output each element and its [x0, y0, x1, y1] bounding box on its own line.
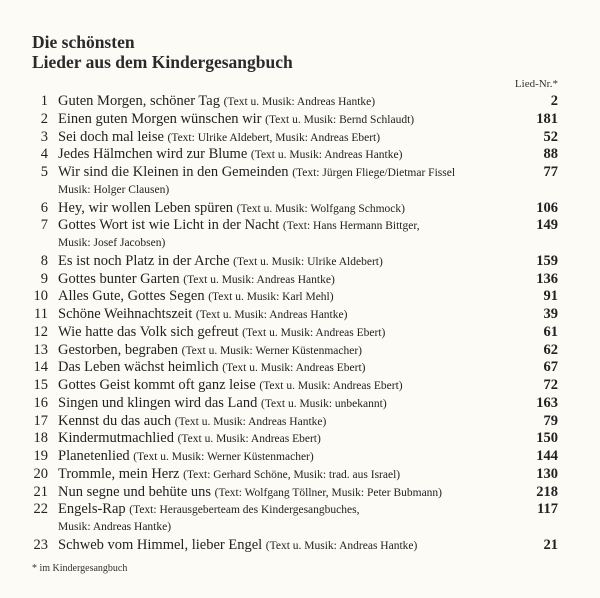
hymnal-number: 144 — [536, 448, 558, 464]
hymnal-number: 218 — [536, 483, 558, 500]
song-title-line — [58, 484, 442, 503]
song-row — [0, 466, 600, 484]
song-title: Hey, wir wollen Leben spüren — [58, 199, 234, 216]
song-row — [0, 306, 600, 324]
hymnal-number: 106 — [536, 199, 558, 216]
song-title-line — [58, 288, 334, 307]
song-title-line — [58, 413, 326, 432]
hymnal-number: 117 — [537, 501, 558, 518]
song-title: Gottes Wort ist wie Licht in der Nacht — [58, 217, 280, 234]
hymnal-number: 77 — [543, 164, 558, 180]
song-credit: (Text: Herausgeberteam des Kindergesangbuches, — [129, 504, 360, 517]
song-title-line — [58, 342, 362, 361]
song-row — [0, 484, 600, 502]
track-number: 3 — [40, 128, 48, 145]
track-number: 14 — [33, 359, 48, 376]
song-title: Das Leben wächst heimlich — [58, 359, 219, 376]
hymnal-number: 39 — [543, 306, 558, 322]
song-title-line — [58, 324, 385, 343]
track-number: 1 — [40, 93, 48, 109]
hymnal-number: 72 — [543, 377, 558, 393]
hymnal-number: 163 — [536, 394, 558, 411]
song-credit: (Text u. Musik: Karl Mehl) — [208, 291, 334, 304]
song-title: Sei doch mal leise — [58, 128, 164, 145]
track-number: 16 — [33, 394, 48, 411]
song-row — [0, 271, 600, 289]
song-title: Wie hatte das Volk sich gefreut — [58, 323, 239, 340]
song-credit: (Text u. Musik: Andreas Hantke) — [223, 96, 376, 108]
song-row — [0, 200, 600, 218]
track-number: 7 — [40, 217, 48, 234]
song-title: Planetenlied — [58, 448, 130, 464]
song-credit: (Text u. Musik: Andreas Ebert) — [242, 326, 386, 339]
song-title-line — [58, 164, 455, 183]
song-title: Schöne Weihnachtszeit — [58, 306, 193, 322]
song-row — [0, 413, 600, 431]
hymnal-number: 150 — [536, 430, 558, 447]
song-title-line — [58, 377, 403, 396]
song-credit-continued: Musik: Holger Clausen) — [58, 183, 170, 196]
hymnal-number: 61 — [543, 323, 558, 340]
song-row — [0, 288, 600, 306]
song-title-line — [58, 537, 417, 556]
song-credit: (Text: Jürgen Fliege/Dietmar Fissel — [292, 167, 456, 179]
song-credit: (Text: Wolfgang Töllner, Musik: Peter Bubmann) — [214, 486, 443, 499]
song-title: Guten Morgen, schöner Tag — [58, 93, 220, 109]
song-credit: (Text u. Musik: Ulrike Aldebert) — [233, 255, 383, 268]
song-credit: (Text u. Musik: Werner Küstenmacher) — [181, 344, 363, 357]
song-credit: (Text u. Musik: Andreas Ebert) — [259, 380, 403, 392]
track-number: 2 — [40, 110, 48, 127]
song-row — [0, 253, 600, 271]
song-title: Kennst du das auch — [58, 412, 172, 429]
song-row — [0, 93, 600, 111]
song-credit: (Text u. Musik: Andreas Hantke) — [250, 149, 403, 162]
track-number: 12 — [33, 323, 48, 340]
song-title-line — [58, 359, 366, 378]
song-title: Gottes Geist kommt oft ganz leise — [58, 377, 256, 393]
track-number: 6 — [40, 199, 48, 216]
hymnal-number: 130 — [536, 465, 558, 482]
track-number: 22 — [33, 501, 48, 518]
song-row — [0, 377, 600, 395]
song-title: Schweb vom Himmel, lieber Engel — [58, 536, 263, 553]
song-row — [0, 430, 600, 448]
song-credit: (Text u. Musik: Andreas Ebert) — [177, 433, 321, 446]
song-title: Es ist noch Platz in der Arche — [58, 252, 230, 269]
hymnal-number: 21 — [543, 536, 558, 553]
song-row — [0, 501, 600, 537]
song-title: Singen und klingen wird das Land — [58, 394, 258, 411]
hymnal-number: 62 — [543, 341, 558, 358]
hymnal-number: 149 — [536, 217, 558, 234]
song-title-line — [58, 111, 414, 130]
song-row — [0, 342, 600, 360]
song-row — [0, 146, 600, 164]
song-title-line — [58, 200, 405, 219]
hymnal-number: 91 — [543, 288, 558, 305]
song-credit: (Text u. Musik: Andreas Hantke) — [174, 415, 327, 428]
song-title: Nun segne und behüte uns — [58, 483, 212, 500]
song-title: Alles Gute, Gottes Segen — [58, 288, 205, 305]
song-row — [0, 537, 600, 555]
song-credit: (Text u. Musik: Bernd Schlaudt) — [265, 113, 415, 126]
song-row — [0, 164, 600, 200]
track-number: 8 — [40, 252, 48, 269]
track-number: 5 — [40, 164, 48, 180]
track-number: 19 — [33, 448, 48, 464]
song-title-line — [58, 501, 359, 520]
song-credit: (Text: Ulrike Aldebert, Musik: Andreas Ebert) — [167, 131, 381, 144]
song-title-line — [58, 466, 400, 485]
song-credit: (Text u. Musik: Andreas Hantke) — [183, 273, 335, 286]
song-title: Engels-Rap — [58, 501, 126, 518]
song-title-line — [58, 271, 335, 290]
track-number: 9 — [40, 270, 48, 287]
song-title: Wir sind die Kleinen in den Gemeinden — [58, 164, 289, 180]
hymnal-number: 88 — [543, 146, 558, 163]
song-title-line — [58, 430, 321, 449]
track-number: 21 — [33, 483, 48, 500]
song-list — [0, 93, 600, 555]
track-number: 15 — [33, 377, 48, 393]
hymnal-number: 181 — [536, 110, 558, 127]
song-title-line — [58, 217, 420, 236]
track-number: 4 — [40, 146, 48, 163]
song-title: Einen guten Morgen wünschen wir — [58, 110, 262, 127]
song-credit: (Text u. Musik: Andreas Hantke) — [195, 309, 348, 321]
song-title-line — [58, 306, 347, 325]
song-title: Kindermutmachlied — [58, 430, 174, 447]
song-title-line — [58, 253, 383, 272]
song-title: Trommle, mein Herz — [58, 465, 180, 482]
song-title: Gottes bunter Garten — [58, 270, 180, 287]
song-credit: (Text u. Musik: Andreas Hantke) — [265, 539, 418, 552]
song-title-line — [58, 448, 314, 467]
song-credit: (Text u. Musik: Werner Küstenmacher) — [133, 451, 314, 463]
song-row — [0, 129, 600, 147]
song-row — [0, 448, 600, 466]
song-credit: (Text u. Musik: unbekannt) — [260, 397, 387, 410]
hymnal-number: 79 — [543, 412, 558, 429]
hymnal-number: 67 — [543, 359, 558, 376]
song-row — [0, 359, 600, 377]
hymnal-number: 52 — [543, 128, 558, 145]
song-title-line — [58, 93, 375, 112]
hymnal-number: 2 — [550, 93, 558, 109]
hymnal-number: 136 — [536, 270, 558, 287]
footnote: * im Kindergesangbuch — [32, 563, 128, 574]
song-row — [0, 395, 600, 413]
song-credit: (Text u. Musik: Andreas Ebert) — [222, 362, 366, 375]
song-credit-continued: Musik: Andreas Hantke) — [58, 521, 172, 533]
song-title-line — [58, 129, 380, 148]
song-credit-continued: Musik: Josef Jacobsen) — [58, 237, 166, 249]
column-header-lied-nr: Lied-Nr.* — [514, 78, 558, 90]
song-title-line — [58, 395, 387, 414]
song-credit: (Text u. Musik: Wolfgang Schmock) — [236, 202, 405, 215]
song-title: Gestorben, begraben — [58, 341, 178, 358]
hymnal-number: 159 — [536, 252, 558, 269]
track-number: 20 — [33, 465, 48, 482]
page-title-line-2: Lieder aus dem Kindergesangbuch — [32, 52, 293, 72]
song-row — [0, 217, 600, 253]
track-number: 17 — [33, 412, 48, 429]
track-number: 10 — [33, 288, 48, 305]
song-credit: (Text: Gerhard Schöne, Musik: trad. aus Israel) — [183, 468, 401, 481]
track-number: 13 — [33, 341, 48, 358]
track-number: 11 — [34, 306, 48, 322]
song-row — [0, 324, 600, 342]
song-credit: (Text: Hans Hermann Bittger, — [282, 220, 420, 233]
track-number: 23 — [33, 536, 48, 553]
song-title-line — [58, 146, 402, 165]
song-title: Jedes Hälmchen wird zur Blume — [58, 146, 248, 163]
track-number: 18 — [33, 430, 48, 447]
page-title-line-1: Die schönsten — [32, 32, 135, 52]
song-row — [0, 111, 600, 129]
